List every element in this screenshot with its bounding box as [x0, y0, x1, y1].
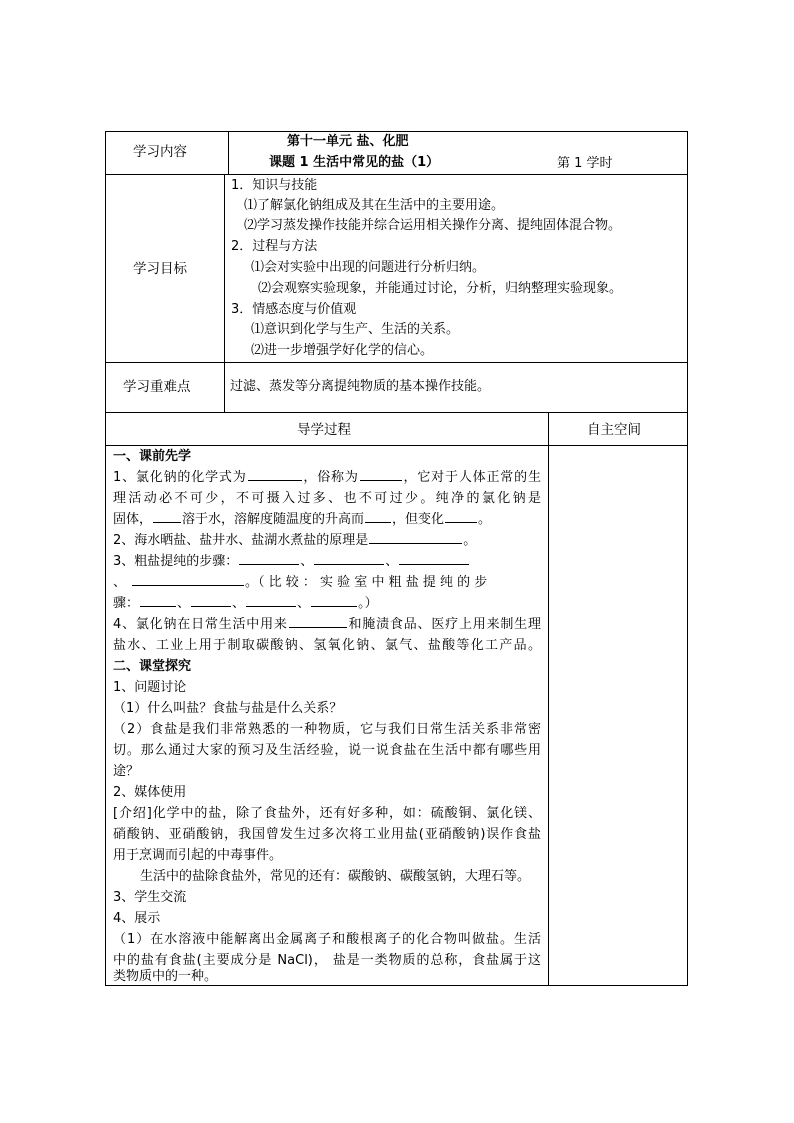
inquiry-item: 4、展示: [113, 911, 161, 926]
answer-blank[interactable]: [445, 510, 477, 523]
question-3-line-3: 骤： 、 、 、 。）: [113, 596, 378, 611]
objective-line: 3．情感态度与价值观: [231, 302, 357, 317]
row-divider: [105, 412, 688, 413]
answer-blank[interactable]: [314, 552, 384, 565]
unit-title: 第十一单元 盐、化肥: [287, 134, 409, 149]
answer-blank[interactable]: [369, 531, 462, 544]
key-points-label: 学习重难点: [123, 379, 191, 395]
answer-blank[interactable]: [248, 468, 302, 481]
inquiry-item: 切。那么通过大家的预习及生活经验，说一说食盐在生活中都有哪些用: [113, 743, 541, 758]
self-space-area[interactable]: [549, 446, 687, 985]
inquiry-item: 硝酸钠、亚硝酸钠，我国曾发生过多次将工业用盐(亚硝酸钠)误作食盐: [113, 827, 541, 842]
inquiry-item: 3、学生交流: [113, 890, 187, 905]
inquiry-item: 途？: [113, 764, 140, 779]
answer-blank[interactable]: [153, 510, 181, 523]
period-label: 第 1 学时: [557, 156, 613, 171]
answer-blank[interactable]: [239, 552, 299, 565]
question-3-line-1: 3、粗盐提纯的步骤： 、 、: [113, 551, 470, 572]
objectives-label: 学习目标: [133, 261, 187, 277]
answer-blank[interactable]: [360, 468, 402, 481]
question-1-line-2: 理活动必不可少，不可摄入过多、也不可过少。纯净的氯化钠是: [113, 491, 541, 506]
content-label: 学习内容: [133, 144, 187, 160]
inquiry-item: [介绍]化学中的盐，除了食盐外，还有好多种，如：硫酸铜、氯化镁、: [113, 806, 541, 821]
question-1-line-3: 固体， 溶于水，溶解度随温度的升高而 ，但变化 。: [113, 512, 492, 527]
answer-blank[interactable]: [311, 594, 357, 607]
objective-line: 1．知识与技能: [231, 178, 318, 193]
row-divider: [105, 174, 688, 175]
column-divider: [224, 362, 225, 412]
column-divider: [224, 174, 225, 362]
answer-blank[interactable]: [140, 594, 176, 607]
answer-blank[interactable]: [289, 615, 347, 628]
inquiry-item: 中的盐有食盐(主要成分是 NaCl)， 盐是一类物质的总称，食盐属于这: [113, 953, 541, 968]
inquiry-item: 2、媒体使用: [113, 785, 187, 800]
lesson-title: 课题 1 生活中常见的盐（1）: [269, 155, 440, 170]
objective-line: ⑴意识到化学与生产、生活的关系。: [251, 322, 460, 337]
answer-blank[interactable]: [399, 552, 469, 565]
inquiry-item: 类物质中的一种。: [113, 969, 218, 984]
column-divider: [228, 131, 229, 174]
objective-line: 2．过程与方法: [231, 239, 318, 254]
inquiry-item: 生活中的盐除食盐外，常见的还有：碳酸钠、碳酸氢钠，大理石等。: [140, 869, 531, 884]
inquiry-item: （1）在水溶液中能解离出金属离子和酸根离子的化合物叫做盐。生活: [113, 932, 541, 947]
objective-line: ⑴会对实验中出现的问题进行分析归纳。: [251, 260, 486, 275]
row-divider: [105, 362, 688, 363]
question-3-line-2: 、 。（ 比 较 ： 实 验 室 中 粗 盐 提 纯 的 步: [113, 575, 488, 590]
question-2: 2、海水晒盐、盐井水、盐湖水煮盐的原理是 。: [113, 533, 477, 548]
inquiry-item: （1）什么叫盐？食盐与盐是什么关系？: [113, 701, 343, 716]
inquiry-item: 用于烹调而引起的中毒事件。: [113, 848, 283, 863]
question-4-line-1: 4、氯化钠在日常生活中用来 和腌渍食品、医疗上用来制生理: [113, 617, 541, 632]
question-4-line-2: 盐水、工业上用于制取碳酸钠、氢氧化钠、氯气、盐酸等化工产品。: [113, 638, 541, 653]
answer-blank[interactable]: [246, 594, 296, 607]
section-title: 一、课前先学: [113, 449, 192, 464]
objective-line: ⑴了解氯化钠组成及其在生活中的主要用途。: [244, 198, 505, 213]
answer-blank[interactable]: [191, 594, 231, 607]
answer-blank[interactable]: [132, 573, 244, 586]
section-title: 二、课堂探究: [113, 659, 192, 674]
inquiry-item: 1、问题讨论: [113, 680, 187, 695]
process-header: 导学过程: [297, 422, 351, 438]
question-1-line-1: 1、氯化钠的化学式为 ，俗称为 ，它对于人体正常的生: [113, 470, 541, 485]
key-points-text: 过滤、蒸发等分离提纯物质的基本操作技能。: [230, 379, 491, 394]
objective-line: ⑵会观察实验现象，并能通过讨论，分析，归纳整理实验现象。: [258, 281, 623, 296]
self-space-header: 自主空间: [587, 422, 641, 438]
inquiry-item: （2）食盐是我们非常熟悉的一种物质，它与我们日常生活关系非常密: [113, 722, 541, 737]
objective-line: ⑵学习蒸发操作技能并综合运用相关操作分离、提纯固体混合物。: [244, 218, 622, 233]
answer-blank[interactable]: [365, 510, 391, 523]
objective-line: ⑵进一步增强学好化学的信心。: [251, 343, 434, 358]
